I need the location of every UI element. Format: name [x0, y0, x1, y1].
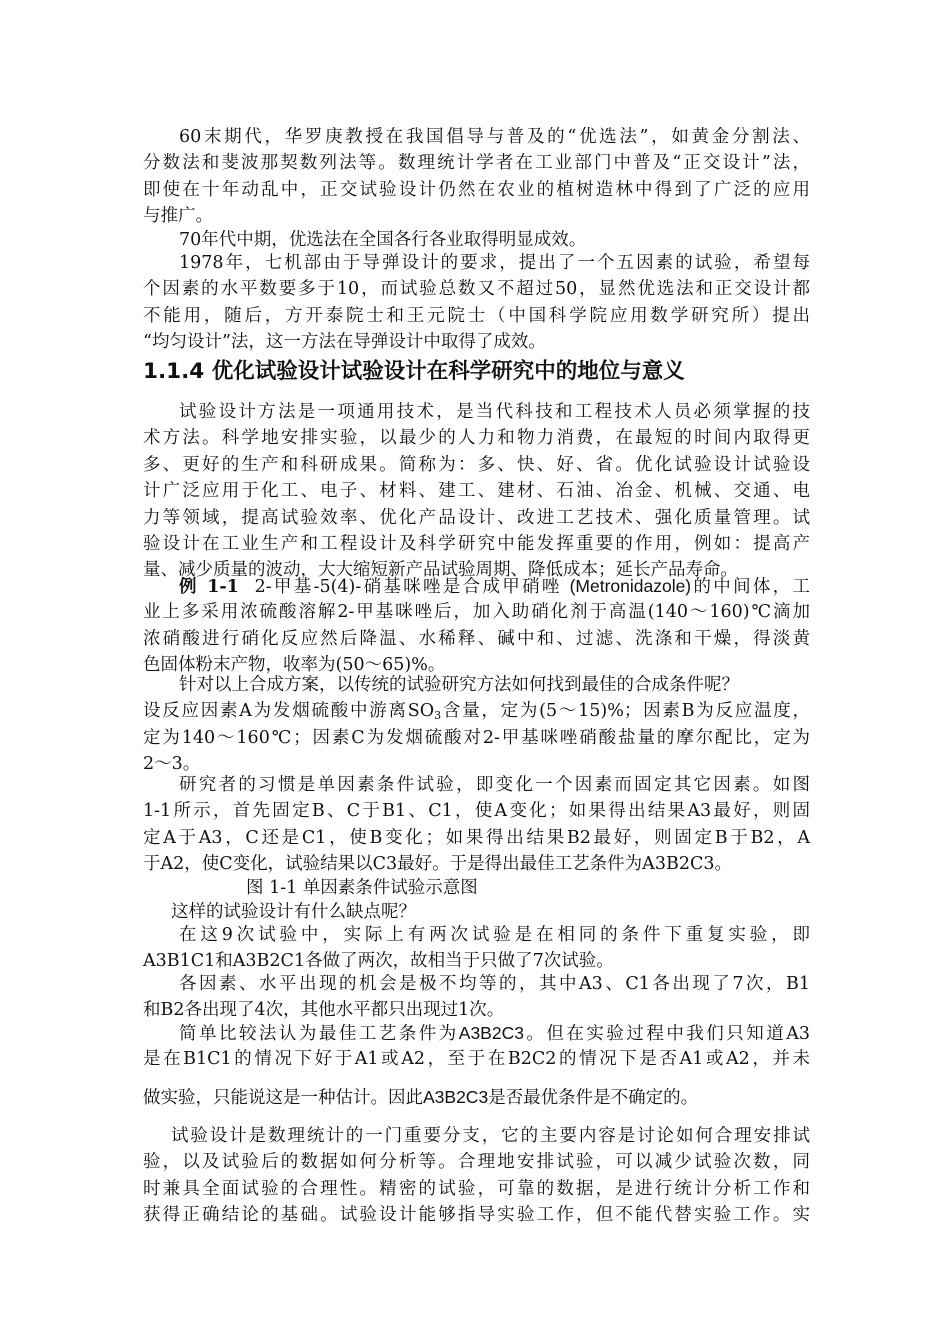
- text-line: 和B2各出现了4次，其他水平都只出现过1次。: [143, 1000, 505, 1021]
- text-line: 1978年，七机部由于导弹设计的要求，提出了一个五因素的试验，希望每: [179, 253, 810, 273]
- text-line: 60末期代，华罗庚教授在我国倡导与普及的“优选法”，如黄金分割法、: [179, 127, 810, 147]
- text-line: 时兼具全面试验的合理性。精密的试验，可靠的数据，是进行统计分析工作和: [143, 1178, 810, 1199]
- text-line: 各因素、水平出现的机会是极不均等的，其中A3、C1各出现了7次，B1: [179, 974, 810, 994]
- text-line: 试验设计是数理统计的一门重要分支，它的主要内容是讨论如何合理安排试: [171, 1126, 810, 1146]
- text-line: 浓硝酸进行硝化反应然后降温、水稀释、碱中和、过滤、洗涤和干燥，得淡黄: [143, 628, 810, 649]
- text-line: 力等领域，提高试验效率、优化产品设计、改进工艺技术、强化质量管理。试: [143, 507, 810, 528]
- paragraph-single-factor: [143, 772, 810, 878]
- paragraph-nine-trials: [143, 922, 810, 975]
- text-line: “均匀设计”法，这一方法在导弹设计中取得了成效。: [143, 332, 546, 353]
- text-line: 70年代中期，优选法在全国各行各业取得明显成效。: [179, 230, 587, 250]
- paragraph-simple-comparison-end: [143, 1084, 810, 1110]
- paragraph-reaction-factors: [143, 672, 810, 778]
- text-line: 与推广。: [143, 206, 213, 227]
- paragraph-simple-comparison: [143, 1020, 810, 1073]
- paragraph-experiment-design-method: [143, 399, 810, 584]
- text-line: 定A于A3，C还是C1，使B变化；如果得出结果B2最好，则固定B于B2，A: [143, 827, 810, 848]
- text-line: 术方法。科学地安排实验，以最少的人力和物力消费，在最短的时间内取得更: [143, 428, 810, 449]
- text-line: 是在B1C1的情况下好于A1或A2，至于在B2C2的情况下是否A1或A2，并未: [143, 1049, 810, 1070]
- paragraph-uneven-levels: [143, 971, 810, 1024]
- figure-caption: 图 1-1 单因素条件试验示意图: [246, 878, 478, 898]
- text-line: 验，以及试验后的数据如何分析等。合理地安排试验，可以减少试验次数，同: [143, 1152, 810, 1173]
- text-line: 设反应因素A为发烟硫酸中游离$SO_3$含量，定为(5～15)%；因素B为反应温度，: [143, 701, 810, 723]
- text-line: 在这9次试验中，实际上有两次试验是在相同的条件下重复实验，即: [179, 925, 810, 945]
- text-line: 定为140～160℃；因素C为发烟硫酸对2-甲基咪唑硝酸盐量的摩尔配比，定为: [143, 727, 810, 748]
- example-label: 例 1-1: [179, 577, 239, 597]
- text-line: 获得正确结论的基础。试验设计能够指导实验工作，但不能代替实验工作。实: [143, 1205, 810, 1226]
- text-line: 验设计在工业生产和工程设计及科学研究中能发挥重要的作用，例如：提高产: [143, 533, 810, 554]
- paragraph-history-optimization: [143, 124, 810, 230]
- text-line: 分数法和斐波那契数列法等。数理统计学者在工业部门中普及“正交设计”法，: [143, 153, 810, 174]
- paragraph-1978: [143, 250, 810, 356]
- text-line: 做实验，只能说这是一种估计。因此A3B2C3是否最优条件是不确定的。: [143, 1087, 699, 1108]
- section-heading: 1.1.4 优化试验设计试验设计在科学研究中的地位与意义: [143, 359, 685, 384]
- text-line: 研究者的习惯是单因素条件试验，即变化一个因素而固定其它因素。如图: [179, 775, 810, 795]
- text-line: 2～3。: [143, 754, 201, 775]
- text-line: 个因素的水平数要多于10，而试验总数又不超过50，显然优选法和正交设计都: [143, 279, 810, 300]
- text-line: 这样的试验设计有什么缺点呢？: [171, 902, 416, 922]
- text-line: 简单比较法认为最佳工艺条件为A3B2C3。但在实验过程中我们只知道A3: [179, 1023, 810, 1044]
- paragraph-example-1-1: [143, 573, 810, 679]
- text-line: 1-1所示，首先固定B、C于B1、C1，使A变化；如果得出结果A3最好，则固: [143, 801, 810, 822]
- text-line: 于A2，使C变化，试验结果以C3最好。于是得出最佳工艺条件为A3B2C3。: [143, 854, 732, 875]
- paragraph-experiment-design-importance: [143, 1123, 810, 1229]
- text-line: 针对以上合成方案，以传统的试验研究方法如何找到最佳的合成条件呢？: [179, 675, 739, 695]
- text-line: 量、减少质量的波动，大大缩短新产品试验周期、降低成本；延长产品寿命。: [143, 560, 738, 581]
- text-line: 多、更好的生产和科研成果。简称为：多、快、好、省。优化试验设计试验设: [143, 454, 810, 475]
- text-line: 业上多采用浓硫酸溶解2-甲基咪唑后，加入助硝化剂于高温(140～160)℃滴加: [143, 602, 810, 623]
- text-line: 不能用，随后，方开泰院士和王元院士（中国科学院应用数学研究所）提出: [143, 305, 810, 326]
- text-line: 例 1-1 2-甲基-5(4)-硝基咪唑是合成甲硝唑 (Metronidazole)的中间体，工: [179, 576, 810, 597]
- text-line: 色固体粉末产物，收率为(50～65)%。: [143, 655, 446, 676]
- text-line: 计广泛应用于化工、电子、材料、建工、建材、石油、冶金、机械、交通、电: [143, 481, 810, 502]
- text-line: 试验设计方法是一项通用技术，是当代科技和工程技术人员必须掌握的技: [179, 402, 810, 422]
- text-line: 即使在十年动乱中，正交试验设计仍然在农业的植树造林中得到了广泛的应用: [143, 179, 810, 200]
- text-line: A3B1C1和A3B2C1各做了两次，故相当于只做了7次试验。: [143, 951, 614, 972]
